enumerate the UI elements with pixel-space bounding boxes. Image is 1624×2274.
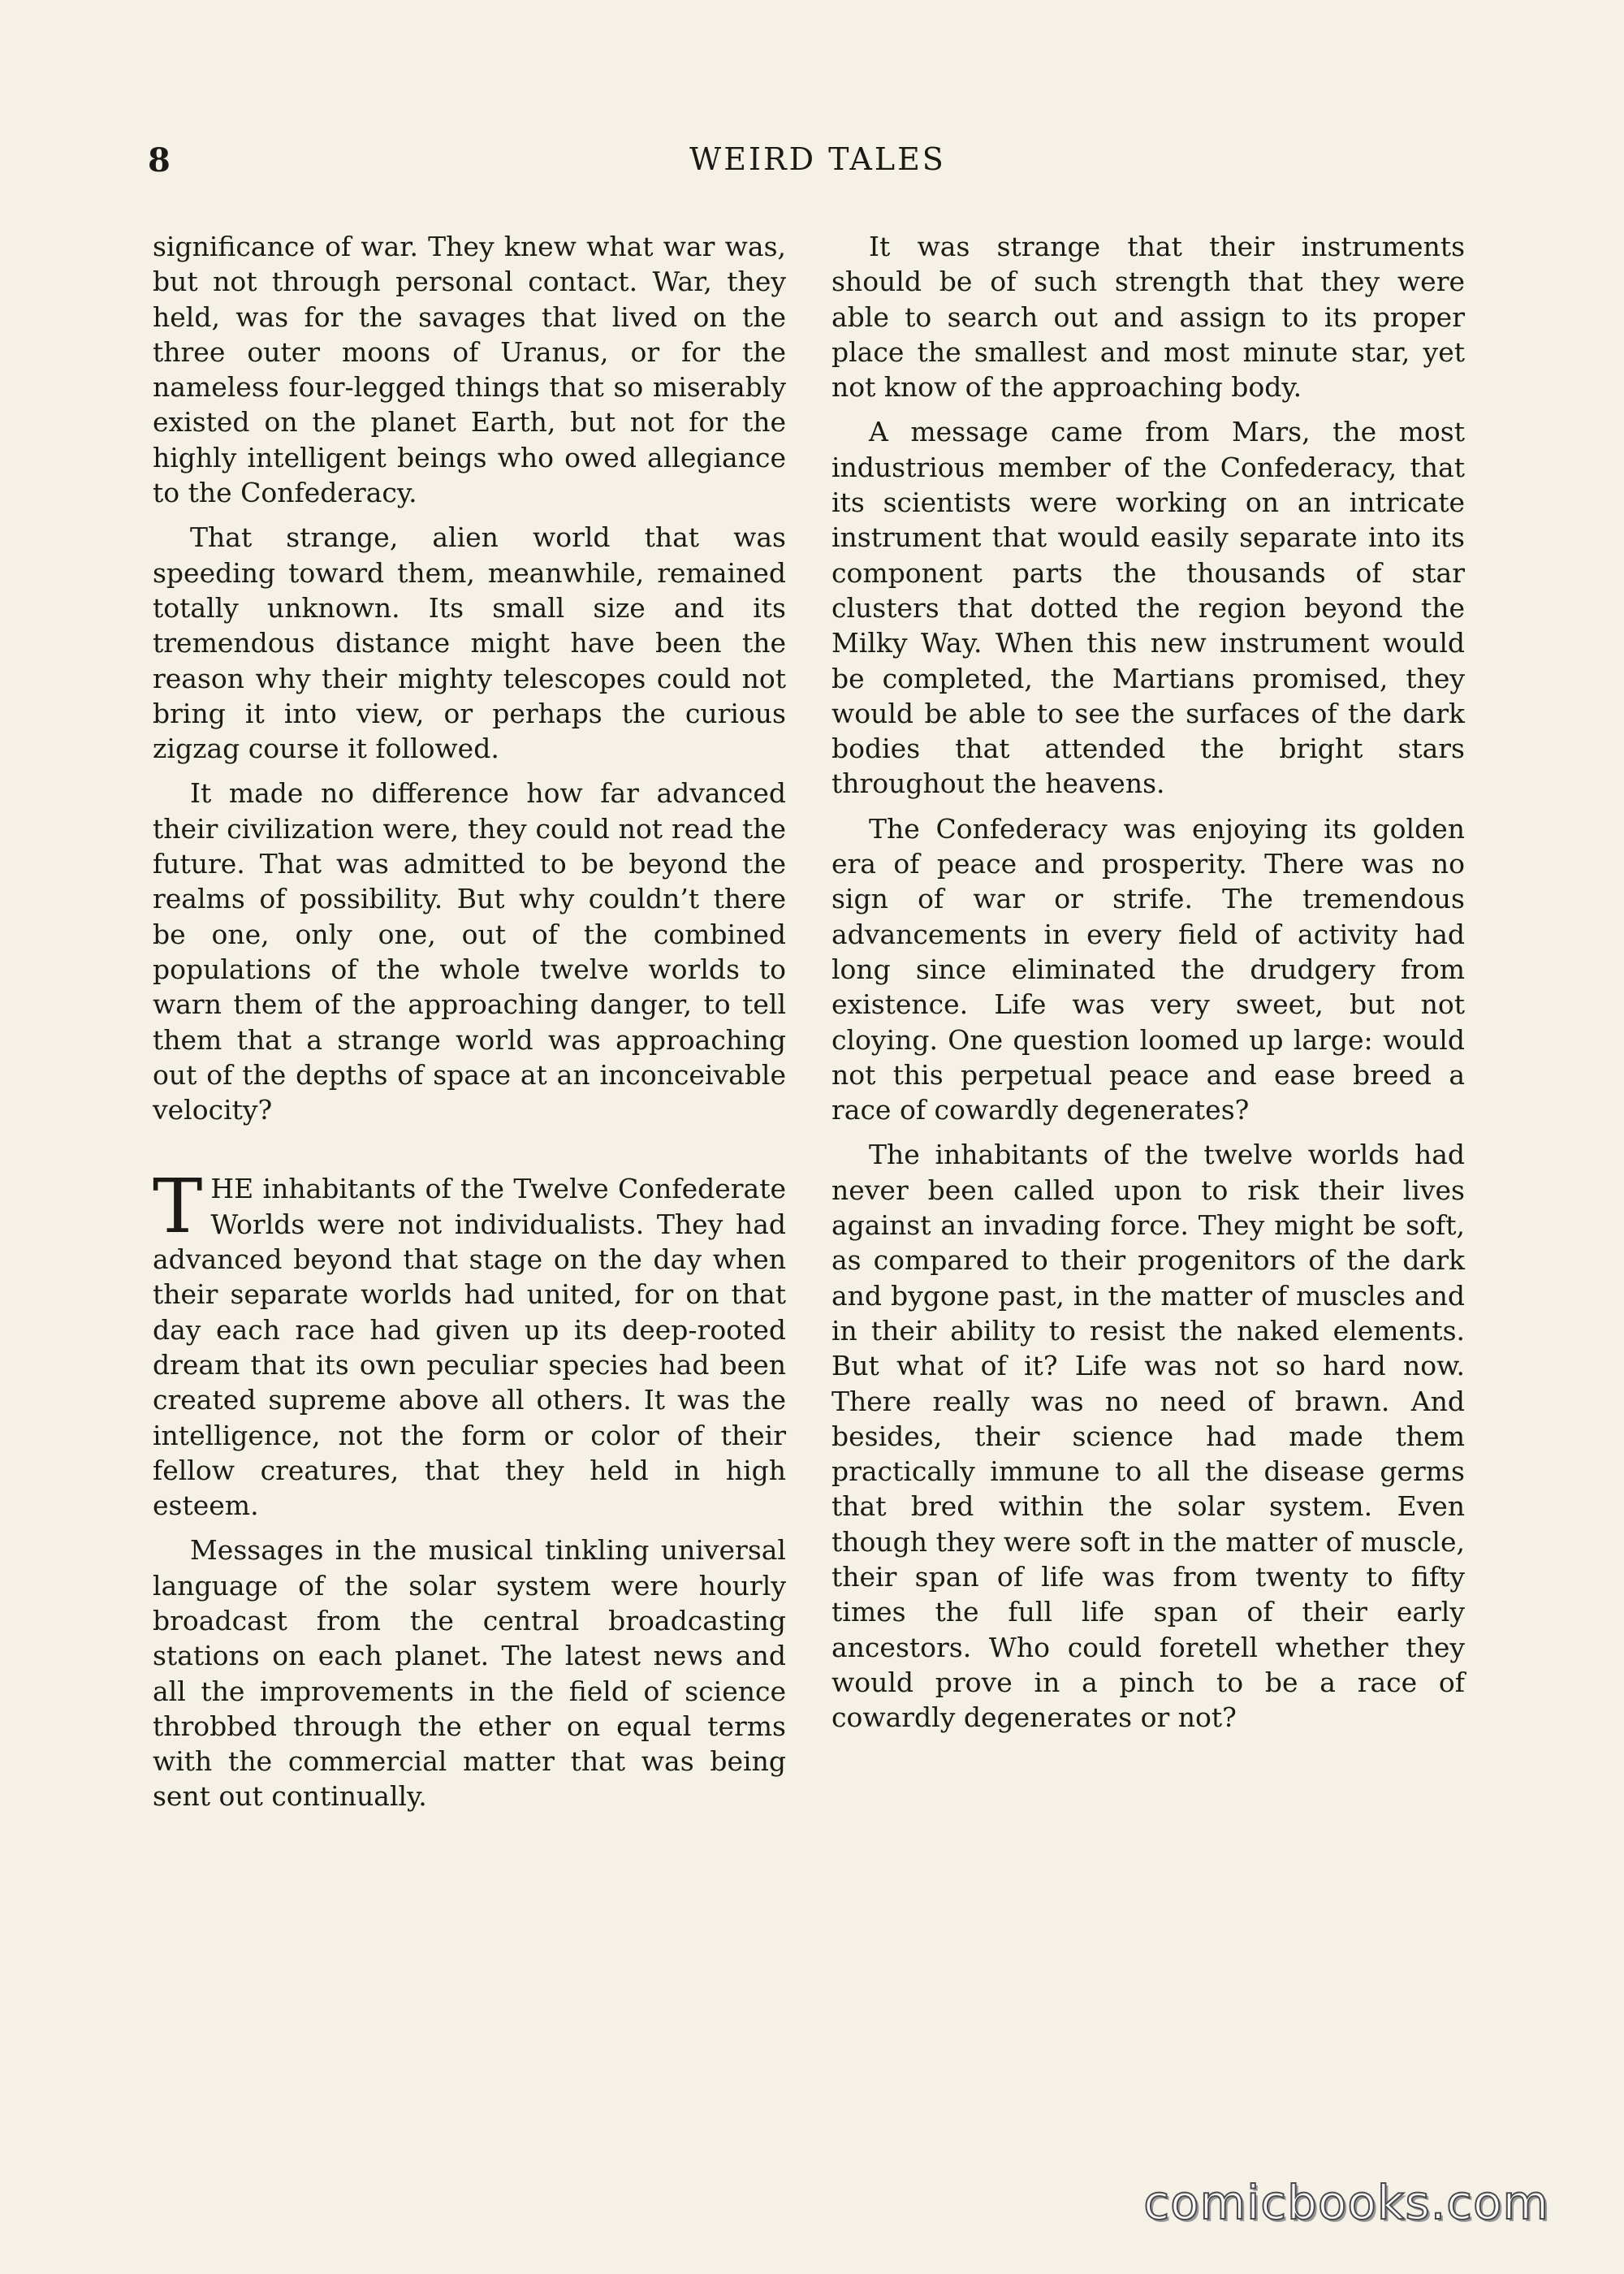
page-header (148, 141, 1488, 190)
paragraph: The inhabitants of the twelve worlds had never been called upon to risk their lives against an invading force. They might be soft, as compared to their progenitors of the dark and bygone past, in the matter of muscles and in their ability to resist the naked elements. But what of it? Life was not so hard now. There really was no need of brawn. And besides, their science had made them practically immune to all the disease germs that bred within the solar system. Even though they were soft in the matter of muscle, their span of life was from twenty to fifty times the full life span of their early ancestors. Who could foretell whether they would prove in a pinch to be a race of cowardly degenerates or not? (831, 1139, 1465, 1734)
running-title: WEIRD TALES (689, 141, 946, 177)
drop-cap: T (153, 1163, 203, 1251)
paragraph: That strange, alien world that was speeding toward them, meanwhile, remained totally unknown. Its small size and its tremendous distance might have been the reason why their mighty telescopes could not bring it into view, or perhaps the curious zigzag course it followed. (153, 521, 786, 765)
paragraph: A message came from Mars, the most industrious member of the Confederacy, that its scientists were working on an intricate instrument that would easily separate into its component parts the thousands of star clusters that dotted the region beyond the Milky Way. When this new instrument would be completed, the Martians promised, they would be able to see the surfaces of the dark bodies that attended the bright stars throughout the heavens. (831, 416, 1465, 800)
watermark: comicbooks.com (1143, 2175, 1549, 2230)
paragraph: It was strange that their instruments should be of such strength that they were able to search out and assign to its proper place the smallest and most minute star, yet not know of the approaching body. (831, 231, 1465, 404)
paragraph: The Confederacy was enjoying its golden era of peace and prosperity. There was no sign of war or strife. The tremendous advancements in every field of activity had long since eliminated the drudgery from existence. Life was very sweet, but not cloying. One question loomed up large: would not this perpetual peace and ease breed a race of cowardly degenerates? (831, 812, 1465, 1126)
paragraph-text: HE inhabitants of the Twelve Confederate Worlds were not individualists. They had advanced beyond that stage on the day when their separate worlds had united, for on that day each race had given up its deep-rooted dream that its own peculiar species had been created supreme above all others. It was the intelligence, not the form or color of their fellow creatures, that they held in high esteem. (153, 1173, 786, 1522)
paragraph: It made no difference how far advanced their civilization were, they could not read the future. That was admitted to be beyond the realms of possibility. But why couldn’t there be one, only one, out of the combined populations of the whole twelve worlds to warn them of the approaching danger, to tell them that a strange world was approaching out of the depths of space at an inconceivable velocity? (153, 777, 786, 1126)
paragraph: significance of war. They knew what war was, but not through personal contact. War, they held, was for the savages that lived on the three outer moons of Uranus, or for the nameless four-legged things that so miserably existed on the planet Earth, but not for the highly intelligent beings who owed allegiance to the Confederacy. (153, 231, 786, 509)
left-column (153, 229, 786, 1824)
right-column (831, 229, 1465, 1744)
paragraph: Messages in the musical tinkling universal language of the solar system were hourly broadcast from the central broadcasting stations on each planet. The latest news and all the improvements in the field of science throbbed through the ether on equal terms with the commercial matter that was being sent out continually. (153, 1534, 786, 1813)
page-number: 8 (148, 141, 171, 179)
section-start-paragraph (153, 1163, 786, 1523)
